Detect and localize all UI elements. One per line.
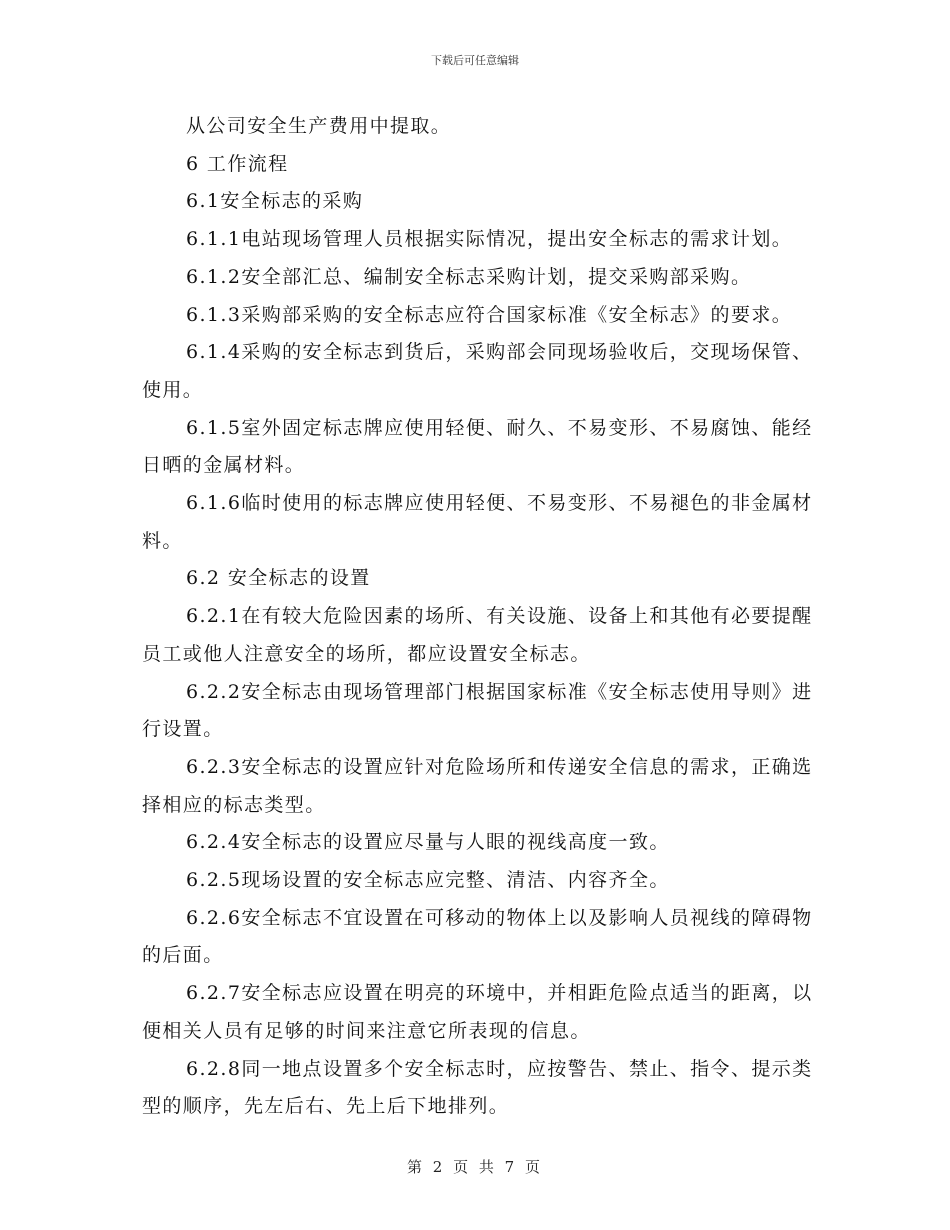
subsection-heading: 6.2 安全标志的设置 bbox=[186, 567, 371, 590]
paragraph: 6.2.1在有较大危险因素的场所、有关设施、设备上和其他有必要提醒员工或他人注意安全的场所，都应设置安全标志。 bbox=[142, 605, 813, 665]
paragraph: 6.2.8同一地点设置多个安全标志时，应按警告、禁止、指令、提示类型的顺序，先左后右、先上后下地排列。 bbox=[142, 1057, 813, 1118]
paragraph: 6.1.4采购的安全标志到货后，采购部会同现场验收后，交现场保管、使用。 bbox=[142, 341, 813, 401]
paragraph: 6.2.7安全标志应设置在明亮的环境中，并相距危险点适当的距离，以便相关人员有足够的时间来注意它所表现的信息。 bbox=[142, 982, 813, 1042]
page-header: 下载后可任意编辑 bbox=[431, 54, 519, 67]
paragraph: 6.2.5现场设置的安全标志应完整、清洁、内容齐全。 bbox=[186, 869, 670, 892]
paragraph: 6.1.6临时使用的标志牌应使用轻便、不易变形、不易褪色的非金属材料。 bbox=[142, 492, 813, 552]
paragraph: 6.2.2安全标志由现场管理部门根据国家标准《安全标志使用导则》进行设置。 bbox=[142, 680, 813, 741]
paragraph: 6.2.3安全标志的设置应针对危险场所和传递安全信息的需求，正确选择相应的标志类型。 bbox=[142, 755, 813, 816]
subsection-heading: 6.1安全标志的采购 bbox=[186, 190, 364, 213]
paragraph: 6.2.4安全标志的设置应尽量与人眼的视线高度一致。 bbox=[186, 831, 670, 854]
page-footer: 第 2 页 共 7 页 bbox=[407, 1158, 543, 1176]
paragraph: 6.1.1电站现场管理人员根据实际情况，提出安全标志的需求计划。 bbox=[186, 228, 793, 251]
document-body bbox=[142, 108, 822, 1126]
paragraph: 6.2.6安全标志不宜设置在可移动的物体上以及影响人员视线的障碍物的后面。 bbox=[142, 906, 813, 967]
paragraph: 6.1.5室外固定标志牌应使用轻便、耐久、不易变形、不易腐蚀、能经日晒的金属材料。 bbox=[142, 416, 813, 477]
paragraph: 6.1.2安全部汇总、编制安全标志采购计划，提交采购部采购。 bbox=[186, 265, 752, 288]
section-heading: 6 工作流程 bbox=[186, 152, 289, 175]
paragraph: 6.1.3采购部采购的安全标志应符合国家标准《安全标志》的要求。 bbox=[186, 303, 793, 326]
paragraph: 从公司安全生产费用中提取。 bbox=[186, 115, 452, 137]
